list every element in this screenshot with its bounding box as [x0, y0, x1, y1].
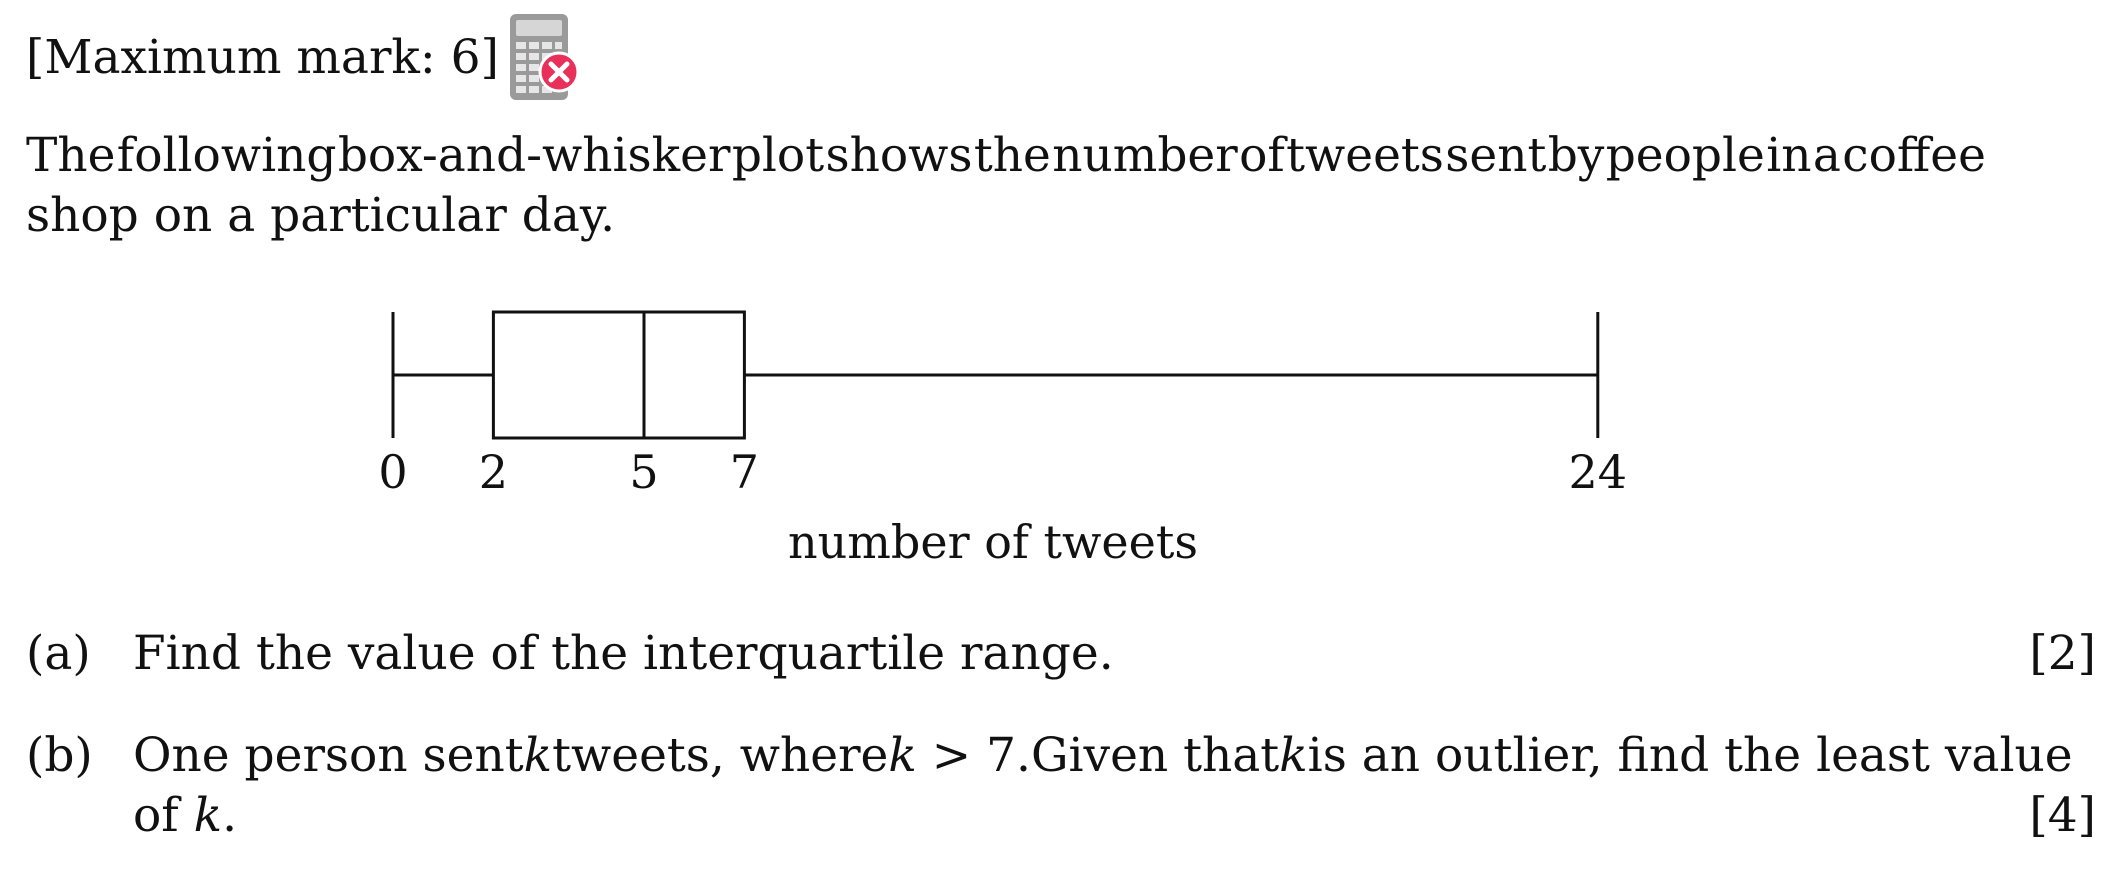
- intro-word: plot: [731, 128, 825, 183]
- intro-line-1: [26, 126, 1986, 186]
- question-b-label: (b): [26, 728, 93, 783]
- question-b-prefix: of: [133, 788, 179, 843]
- intro-word: box-and-whisker: [337, 128, 731, 183]
- question-a-label: (a): [26, 626, 91, 681]
- intro-word: by: [1547, 128, 1605, 183]
- intro-word: the: [973, 128, 1051, 183]
- intro-word: of: [1239, 128, 1285, 183]
- x-axis-label: number of tweets: [788, 515, 1198, 569]
- box-plot: [0, 290, 2123, 590]
- intro-word: following: [116, 128, 337, 183]
- box: [493, 312, 744, 438]
- question-b-fragment: is an outlier, find the least value: [1307, 728, 2073, 783]
- tick-label: 2: [478, 445, 509, 499]
- tick-label: 0: [378, 445, 408, 499]
- question-b-fragment: Given that: [1030, 728, 1280, 783]
- intro-paragraph: [26, 126, 1986, 246]
- question-a-text: Find the value of the interquartile range.: [133, 626, 1114, 681]
- tick-label: 7: [729, 445, 760, 499]
- variable-k: k: [193, 788, 223, 843]
- intro-word: coffee: [1842, 128, 1986, 183]
- max-mark-label: [Maximum mark: 6]: [26, 30, 499, 85]
- question-b-fragment: tweets, where: [552, 728, 889, 783]
- intro-word: number: [1052, 128, 1238, 183]
- intro-word: sent: [1445, 128, 1547, 183]
- question-b-line-2: [133, 786, 237, 846]
- variable-k: k: [523, 728, 553, 783]
- intro-word: shows: [825, 128, 973, 183]
- intro-word: in: [1766, 128, 1812, 183]
- calculator-not-allowed-icon: [508, 12, 580, 104]
- intro-word: The: [26, 128, 116, 183]
- tick-label: 5: [629, 445, 659, 499]
- question-b-mark: [4]: [2029, 788, 2096, 843]
- intro-word: people: [1605, 128, 1765, 183]
- intro-word: tweets: [1286, 128, 1444, 183]
- intro-word: a: [1812, 128, 1841, 183]
- question-b-line-1: [133, 726, 2073, 786]
- variable-k: k: [1279, 728, 1308, 783]
- intro-line-2: shop on a particular day.: [26, 188, 616, 243]
- question-b-suffix: .: [222, 788, 238, 843]
- question-b-fragment: k > 7.: [888, 728, 1031, 783]
- question-b-fragment: One person sent: [133, 728, 524, 783]
- tick-label: 24: [1568, 445, 1628, 499]
- question-a-mark: [2]: [2029, 626, 2096, 681]
